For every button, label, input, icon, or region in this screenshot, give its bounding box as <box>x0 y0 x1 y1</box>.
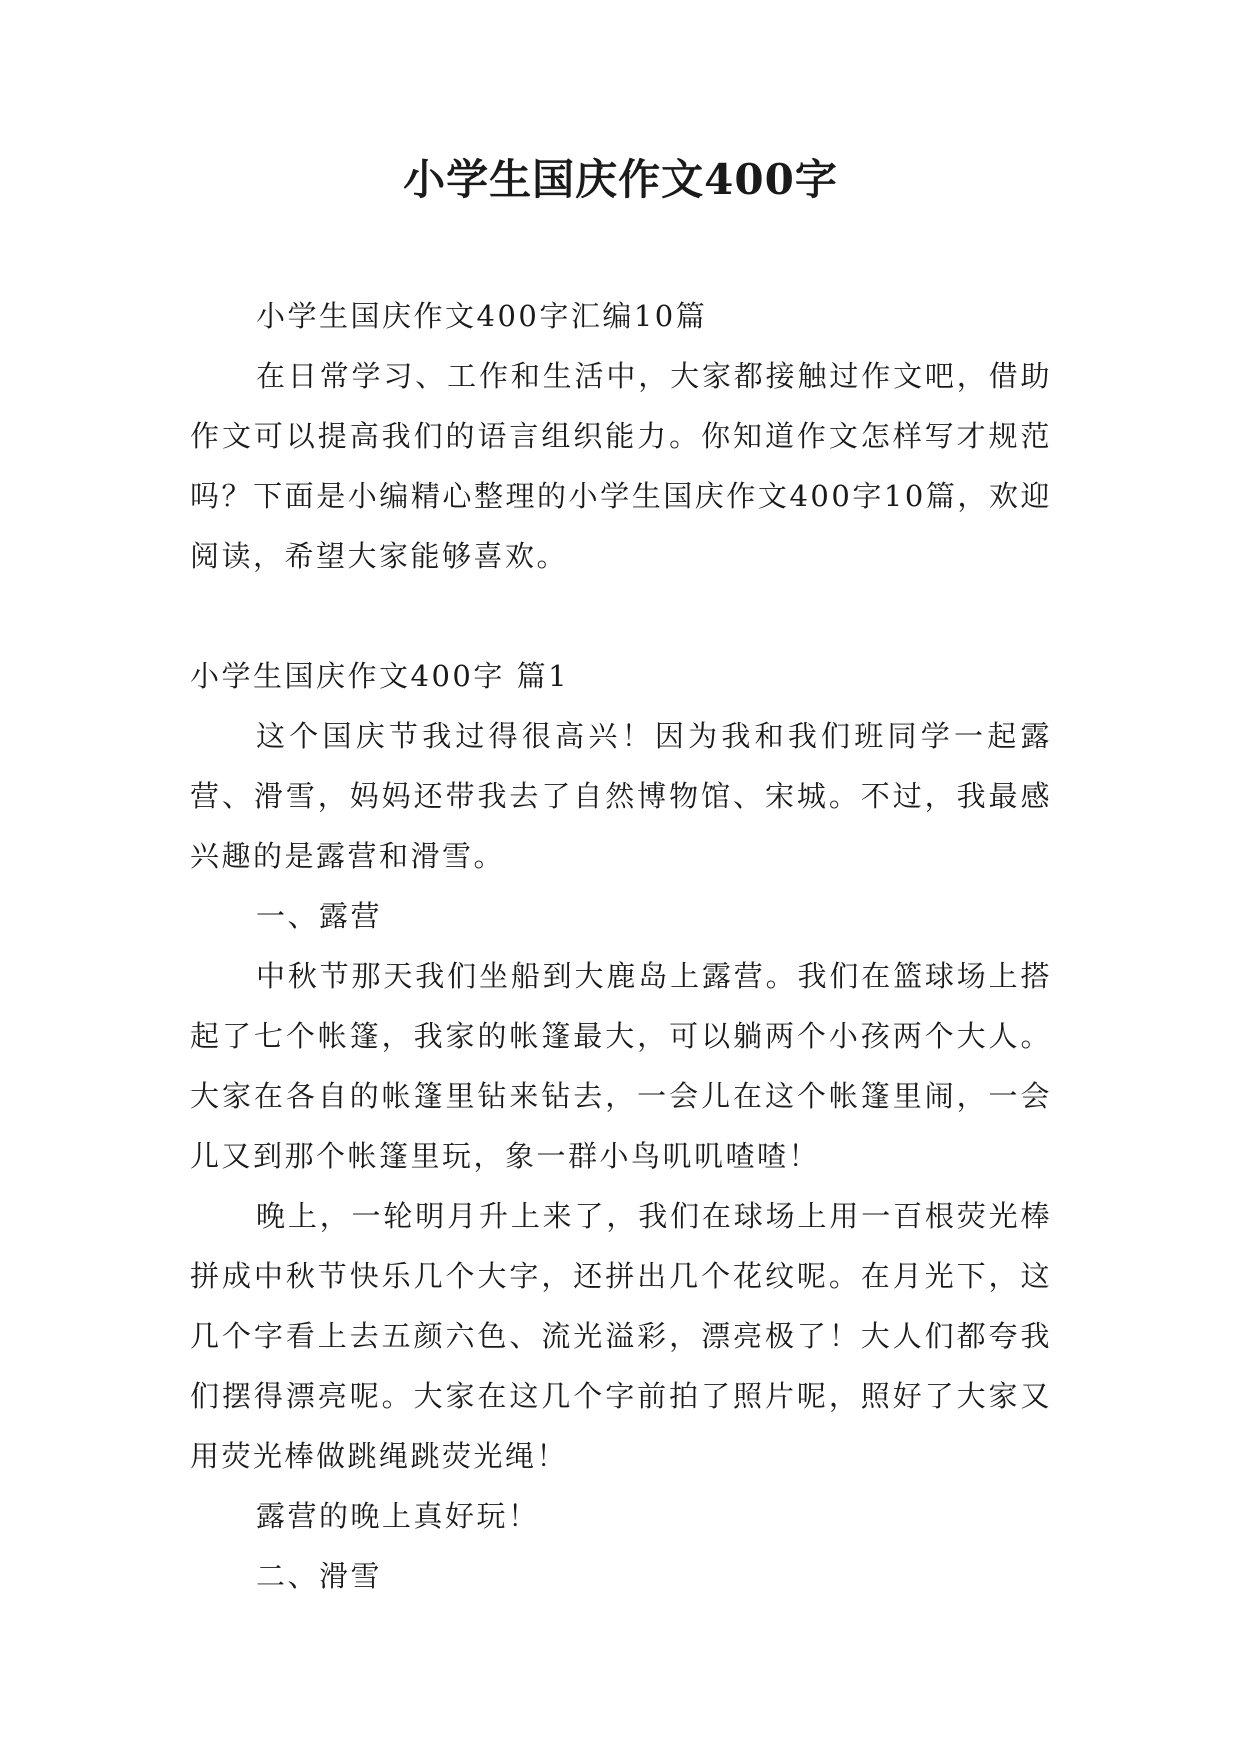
document-body <box>190 286 1052 1606</box>
essay-paragraph: 露营的晚上真好玩！ <box>256 1499 540 1533</box>
essay-paragraph: 这个国庆节我过得很高兴！因为我和我们班同学一起露营、滑雪，妈妈还带我去了自然博物馆、宋城。不过，我最感兴趣的是露营和滑雪。 <box>190 719 1052 873</box>
section-heading-skiing: 二、滑雪 <box>256 1559 383 1593</box>
intro-paragraph: 在日常学习、工作和生活中，大家都接触过作文吧，借助作文可以提高我们的语言组织能力。你知道作文怎样写才规范吗？下面是小编精心整理的小学生国庆作文400字10篇，欢迎阅读，希望大家能够喜欢。 <box>190 359 1052 573</box>
essay-heading: 小学生国庆作文400字 篇1 <box>190 659 570 693</box>
document-title: 小学生国庆作文400字 <box>403 155 838 204</box>
collection-subtitle: 小学生国庆作文400字汇编10篇 <box>256 299 708 333</box>
essay-paragraph: 中秋节那天我们坐船到大鹿岛上露营。我们在篮球场上搭起了七个帐篷，我家的帐篷最大，可以躺两个小孩两个大人。大家在各自的帐篷里钻来钻去，一会儿在这个帐篷里闹，一会儿又到那个帐篷里玩，象一群小鸟叽叽喳喳！ <box>190 959 1052 1173</box>
blank-line <box>190 586 1052 646</box>
essay-paragraph: 晚上，一轮明月升上来了，我们在球场上用一百根荧光棒拼成中秋节快乐几个大字，还拼出几个花纹呢。在月光下，这几个字看上去五颜六色、流光溢彩，漂亮极了！大人们都夸我们摆得漂亮呢。大家在这几个字前拍了照片呢，照好了大家又用荧光棒做跳绳跳荧光绳！ <box>190 1199 1052 1473</box>
section-heading-camping: 一、露营 <box>256 899 383 933</box>
